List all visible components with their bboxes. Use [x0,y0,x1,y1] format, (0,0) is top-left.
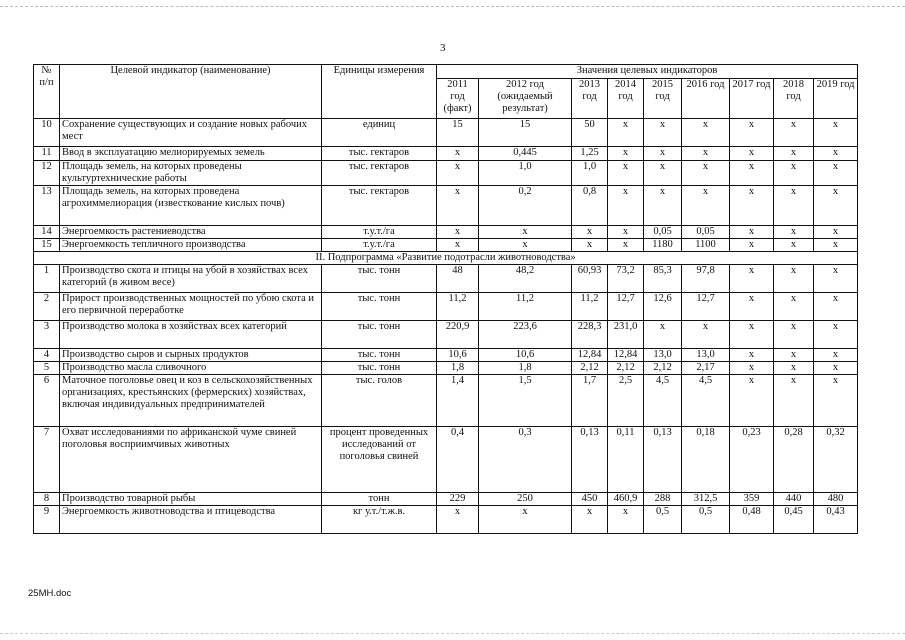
row-unit: единиц [322,119,437,147]
row-value: х [608,147,644,161]
row-unit: тыс. гектаров [322,161,437,186]
header-num: № п/п [34,65,60,119]
row-value: 440 [774,493,814,506]
row-value: 229 [437,493,479,506]
row-value: 0,3 [479,427,572,493]
top-scan-line [0,6,905,7]
table-row [34,161,858,186]
row-value: х [682,119,730,147]
row-value: 1,8 [437,362,479,375]
row-unit: т.у.т./га [322,226,437,239]
row-value: х [682,147,730,161]
row-value: х [479,506,572,534]
row-value: 2,12 [608,362,644,375]
table-row [34,375,858,427]
row-value: х [814,226,858,239]
row-value: 0,43 [814,506,858,534]
table-row [34,349,858,362]
row-value: 11,2 [437,293,479,321]
table-row [34,506,858,534]
row-value: 0,48 [730,506,774,534]
row-value: х [730,375,774,427]
row-value: х [644,119,682,147]
row-value: х [730,147,774,161]
row-value: х [479,226,572,239]
row-value: х [608,226,644,239]
row-number: 6 [34,375,60,427]
row-value: х [774,226,814,239]
row-value: х [437,226,479,239]
row-value: 0,5 [682,506,730,534]
row-unit: тыс. гектаров [322,147,437,161]
row-indicator-name: Энергоемкость растениеводства [60,226,322,239]
row-number: 4 [34,349,60,362]
row-value: 11,2 [479,293,572,321]
row-value: х [814,239,858,252]
row-value: 1,5 [479,375,572,427]
table-row [34,427,858,493]
row-value: х [644,321,682,349]
row-value: 12,7 [608,293,644,321]
row-value: х [774,293,814,321]
row-value: 312,5 [682,493,730,506]
row-value: х [730,362,774,375]
row-value: х [572,239,608,252]
row-indicator-name: Площадь земель, на которых проведена агрохиммелиорация (известкование кислых почв) [60,186,322,226]
row-indicator-name: Производство товарной рыбы [60,493,322,506]
table-row [34,362,858,375]
row-indicator-name: Маточное поголовье овец и коз в сельскохозяйственных организациях, крестьянских (фермерских) хозяйствах, включая индивидуальных предпринимателей [60,375,322,427]
row-value: 0,2 [479,186,572,226]
row-value: х [682,321,730,349]
row-unit: процент проведенных исследований от поголовья свиней [322,427,437,493]
indicators-table [33,64,858,534]
row-value: 0,05 [682,226,730,239]
row-value: 223,6 [479,321,572,349]
row-unit: тыс. гектаров [322,186,437,226]
row-value: 0,8 [572,186,608,226]
row-value: 97,8 [682,265,730,293]
row-value: 12,84 [572,349,608,362]
row-value: 85,3 [644,265,682,293]
row-value: х [608,186,644,226]
row-value: х [682,161,730,186]
row-value: х [814,147,858,161]
row-value: 1,25 [572,147,608,161]
row-value: 73,2 [608,265,644,293]
row-value: х [730,161,774,186]
row-value: 0,5 [644,506,682,534]
row-indicator-name: Производство скота и птицы на убой в хозяйствах всех категорий (в живом весе) [60,265,322,293]
row-value: х [437,161,479,186]
row-value: х [682,186,730,226]
row-value: 0,28 [774,427,814,493]
section-title: II. Подпрограмма «Развитие подотрасли животноводства» [34,252,858,265]
row-value: х [814,362,858,375]
row-value: х [644,186,682,226]
row-indicator-name: Прирост производственных мощностей по убою скота и его первичной переработке [60,293,322,321]
row-value: 228,3 [572,321,608,349]
row-value: 0,45 [774,506,814,534]
page-number: 3 [440,42,446,54]
table-row [34,321,858,349]
row-value: х [774,239,814,252]
row-value: 0,13 [572,427,608,493]
row-number: 3 [34,321,60,349]
row-number: 13 [34,186,60,226]
row-number: 2 [34,293,60,321]
row-value: х [608,506,644,534]
header-year: 2011 год (факт) [437,79,479,119]
row-value: 450 [572,493,608,506]
row-value: 0,23 [730,427,774,493]
row-value: х [572,226,608,239]
row-unit: тыс. тонн [322,349,437,362]
row-value: 0,32 [814,427,858,493]
row-value: х [814,186,858,226]
row-indicator-name: Энергоемкость животноводства и птицеводства [60,506,322,534]
header-indicator: Целевой индикатор (наименование) [60,65,322,119]
row-unit: тыс. тонн [322,265,437,293]
row-value: 0,4 [437,427,479,493]
row-number: 9 [34,506,60,534]
row-value: х [814,119,858,147]
row-value: 0,18 [682,427,730,493]
row-value: 1,0 [572,161,608,186]
row-number: 7 [34,427,60,493]
table-row [34,186,858,226]
row-value: 10,6 [479,349,572,362]
row-value: 0,05 [644,226,682,239]
row-value: х [644,147,682,161]
row-unit: тыс. тонн [322,362,437,375]
table-row [34,119,858,147]
row-unit: т.у.т./га [322,239,437,252]
row-value: х [774,147,814,161]
row-value: х [774,119,814,147]
row-value: х [814,293,858,321]
table-row [34,226,858,239]
row-value: х [774,265,814,293]
row-value: 1,4 [437,375,479,427]
row-value: 1,7 [572,375,608,427]
row-value: х [572,506,608,534]
row-value: 2,12 [572,362,608,375]
row-value: 11,2 [572,293,608,321]
row-value: 4,5 [644,375,682,427]
row-number: 15 [34,239,60,252]
row-unit: тонн [322,493,437,506]
table-row [34,293,858,321]
row-unit: тыс. тонн [322,293,437,321]
row-value: х [774,186,814,226]
row-value: 0,13 [644,427,682,493]
row-value: 12,84 [608,349,644,362]
row-value: 12,7 [682,293,730,321]
row-value: х [730,186,774,226]
row-value: 10,6 [437,349,479,362]
header-year: 2019 год [814,79,858,119]
row-value: 1,0 [479,161,572,186]
row-value: х [608,239,644,252]
row-value: 60,93 [572,265,608,293]
header-units: Единицы измерения [322,65,437,119]
row-value: х [730,226,774,239]
row-indicator-name: Производство сыров и сырных продуктов [60,349,322,362]
row-value: х [437,239,479,252]
row-value: 12,6 [644,293,682,321]
header-year: 2012 год (ожидаемый результат) [479,79,572,119]
row-number: 8 [34,493,60,506]
footer-filename: 25МН.doc [28,588,72,599]
row-unit: тыс. тонн [322,321,437,349]
row-value: 13,0 [682,349,730,362]
row-value: х [774,321,814,349]
table-row [34,493,858,506]
header-year: 2016 год [682,79,730,119]
bottom-scan-line [0,633,905,634]
header-year: 2018 год [774,79,814,119]
row-value: х [644,161,682,186]
row-value: 460,9 [608,493,644,506]
header-year: 2017 год [730,79,774,119]
row-value: 1180 [644,239,682,252]
row-value: х [437,506,479,534]
row-value: х [730,239,774,252]
row-value: х [774,161,814,186]
row-value: 15 [479,119,572,147]
row-indicator-name: Энергоемкость тепличного производства [60,239,322,252]
row-value: 359 [730,493,774,506]
row-indicator-name: Сохранение существующих и создание новых рабочих мест [60,119,322,147]
row-unit: тыс. голов [322,375,437,427]
row-value: 2,5 [608,375,644,427]
row-indicator-name: Охват исследованиями по африканской чуме свиней поголовья восприимчивых животных [60,427,322,493]
row-number: 11 [34,147,60,161]
row-number: 14 [34,226,60,239]
row-value: 220,9 [437,321,479,349]
row-unit: кг у.т./т.ж.в. [322,506,437,534]
row-value: 48,2 [479,265,572,293]
row-value: 0,11 [608,427,644,493]
row-value: 250 [479,493,572,506]
row-value: 288 [644,493,682,506]
row-value: 480 [814,493,858,506]
row-value: 15 [437,119,479,147]
table-row [34,239,858,252]
row-value: х [814,321,858,349]
header-year: 2013 год [572,79,608,119]
row-value: х [814,265,858,293]
row-value: 50 [572,119,608,147]
row-value: х [730,265,774,293]
row-indicator-name: Производство молока в хозяйствах всех категорий [60,321,322,349]
header-year: 2014 год [608,79,644,119]
row-value: 1,8 [479,362,572,375]
row-value: 2,17 [682,362,730,375]
row-indicator-name: Производство масла сливочного [60,362,322,375]
row-value: х [437,186,479,226]
row-number: 5 [34,362,60,375]
row-value: 4,5 [682,375,730,427]
row-value: 1100 [682,239,730,252]
row-value: 2,12 [644,362,682,375]
row-value: х [814,161,858,186]
row-value: х [730,119,774,147]
row-value: х [730,293,774,321]
row-value: х [479,239,572,252]
row-value: х [814,349,858,362]
row-value: х [730,349,774,362]
row-number: 10 [34,119,60,147]
row-value: 48 [437,265,479,293]
header-values-group: Значения целевых индикаторов [437,65,858,79]
row-value: х [437,147,479,161]
row-indicator-name: Ввод в эксплуатацию мелиорируемых земель [60,147,322,161]
row-value: х [814,375,858,427]
row-value: х [774,362,814,375]
row-indicator-name: Площадь земель, на которых проведены культуртехнические работы [60,161,322,186]
table-row [34,147,858,161]
row-value: х [774,349,814,362]
row-value: х [608,119,644,147]
table-row [34,265,858,293]
row-value: х [774,375,814,427]
row-number: 1 [34,265,60,293]
header-year: 2015 год [644,79,682,119]
row-value: 13,0 [644,349,682,362]
row-value: х [608,161,644,186]
row-value: 0,445 [479,147,572,161]
row-number: 12 [34,161,60,186]
row-value: 231,0 [608,321,644,349]
row-value: х [730,321,774,349]
